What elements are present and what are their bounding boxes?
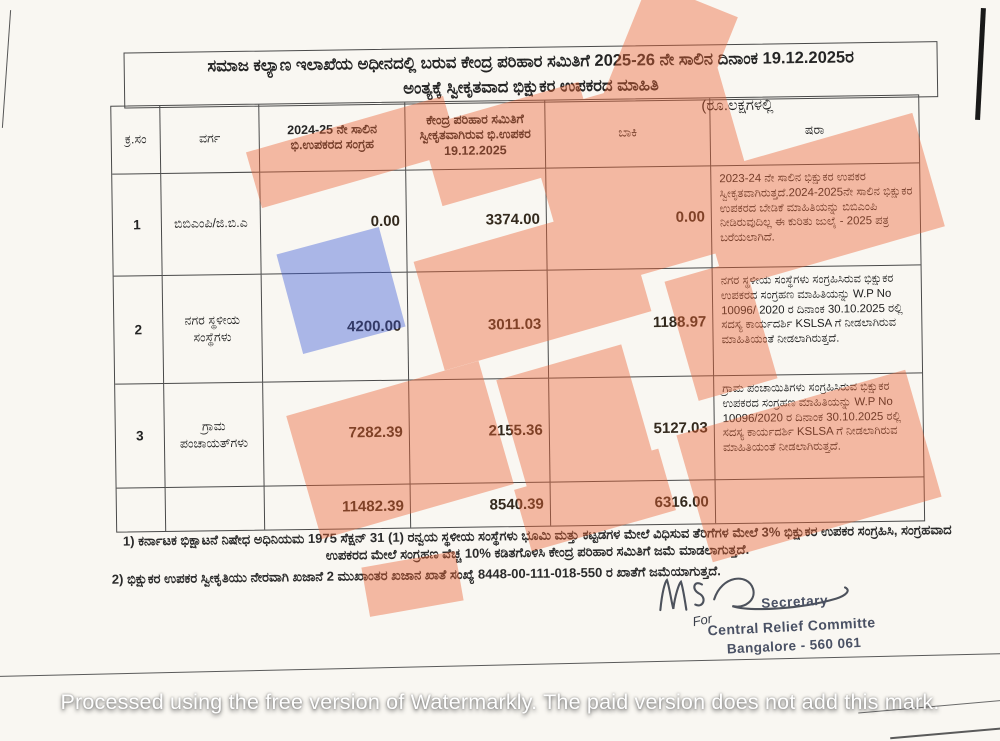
header-received-label: ಕೇಂದ್ರ ಪರಿಹಾರ ಸಮಿತಿಗೆ ಸ್ವೀಕೃತವಾಗಿರುವ ಭಿ.ಉಪಕರ [419,111,531,143]
row2-balance: 1188.97 [548,268,714,378]
row1-collection: 0.00 [260,171,407,275]
header-remarks: ಷರಾ [710,95,919,166]
row3-received: 2155.36 [409,379,550,485]
row2-category: ನಗರ ಸ್ಥಳೀಯ ಸಂಸ್ಥೆಗಳು [163,275,263,384]
total-category-empty [166,487,266,531]
row3-balance: 5127.03 [549,376,715,482]
total-remarks-empty [716,477,925,523]
total-collection: 11482.39 [265,485,412,530]
row1-balance: 0.00 [546,166,712,270]
header-received [405,101,546,171]
total-balance: 6316.00 [551,480,717,525]
row2-received: 3011.03 [408,271,549,381]
row2-sl: 2 [114,276,165,385]
stamp-organization: Central Relief Committe [707,614,876,639]
header-category: ವರ್ಗ [160,105,260,174]
header-balance: ಬಾಕಿ [545,98,711,168]
header-received-date: 19.12.2025 [444,143,507,159]
row3-remarks: ಗ್ರಾಮ ಪಂಚಾಯಿತಿಗಳು ಸಂಗ್ರಹಿಸಿರುವ ಭಿಕ್ಷುಕರ ಉಪಕರದ ಸಂಗ್ರಹಣ ಮಾಹಿತಿಯನ್ನು W.P No 10096/2020 ರ ದಿನಾಂಕ 30.10.2025 ರಲ್ಲಿ ಸದಸ್ಯ ಕಾರ್ಯದರ್ಶಿ KSLSA ಗೆ ನೀಡಲಾಗಿರುವ ಮಾಹಿತಿಯಂತೆ ನೀಡಲಾಗಿರುತ್ತದೆ. [714,373,923,480]
header-collection: 2024-25 ನೇ ಸಾಲಿನ ಭಿ.ಉಪಕರದ ಸಂಗ್ರಹ [259,103,406,173]
footnote-1: 1) ಕರ್ನಾಟಕ ಭಿಕ್ಷಾಟನೆ ನಿಷೇಧ ಅಧಿನಿಯಮ 1975 ಸೆಕ್ಷನ್ 31 (1) ರನ್ವಯ ಸ್ಥಳೀಯ ಸಂಸ್ಥೆಗಳು ಭೂಮಿ ಮತ್ತು ಕಟ್ಟಡಗಳ ಮೇಲೆ ವಿಧಿಸುವ ತೆರಿಗೆಗಳ ಮೇಲೆ 3% ಭಿಕ್ಷುಕರ ಉಪಕರ ಸಂಗ್ರಹಿಸಿ, ಸಂಗ್ರಹವಾದ ಉಪಕರದ ಮೇಲೆ ಸಂಗ್ರಹಣ ವೆಚ್ಚ 10% ಕಡಿತಗೊಳಿಸಿ ಕೇಂದ್ರ ಪರಿಹಾರ ಸಮಿತಿಗೆ ಜಮೆ ಮಾಡಲಾಗುತ್ತದೆ. [122,521,952,563]
unit-note: (ರೂ.ಲಕ್ಷಗಳಲ್ಲಿ [701,96,774,115]
row1-remarks: 2023-24 ನೇ ಸಾಲಿನ ಭಿಕ್ಷುಕರ ಉಪಕರ ಸ್ವೀಕೃತವಾಗಿರುತ್ತದೆ.2024-2025ನೇ ಸಾಲಿನ ಭಿಕ್ಷುಕರ ಉಪಕರದ ಬೇಡಿಕೆ ಮಾಹಿತಿಯನ್ನು ಬಿಬಿಎಂಪಿ ನೀಡಿರುವುದಿಲ್ಲ ಈ ಕುರಿತು ಜುಲೈ - 2025 ಪತ್ರ ಬರೆಯಲಾಗಿದೆ. [711,163,920,268]
row3-collection: 7282.39 [263,381,410,487]
row3-category: ಗ್ರಾಮ ಪಂಚಾಯತ್‌ಗಳು [164,383,264,488]
document-title-line1: ಸಮಾಜ ಕಲ್ಯಾಣ ಇಲಾಖೆಯ ಅಧೀನದಲ್ಲಿ ಬರುವ ಕೇಂದ್ರ ಪರಿಹಾರ ಸಮಿತಿಗೆ 2025-26 ನೇ ಸಾಲಿನ ದಿನಾಂಕ 19.12.2025ರ [207,48,855,76]
header-sl-no: ಕ್ರ.ಸಂ [111,106,161,175]
total-received: 8540.39 [411,483,552,528]
beggary-cess-table [110,94,925,532]
row1-category: ಬಿಬಿಎಂಪಿ/ಜಿ.ಬಿ.ಎ [161,173,261,276]
row1-sl: 1 [112,174,162,277]
watermarkly-caption: Processed using the free version of Watermarkly. The paid version does not add this mark. [60,690,940,714]
handwritten-for: For [691,610,714,630]
stamp-city: Bangalore - 560 061 [726,634,862,657]
footnote-2: 2) ಭಿಕ್ಷುಕರ ಉಪಕರ ಸ್ವೀಕೃತಿಯು ನೇರವಾಗಿ ಖಜಾನೆ 2 ಮುಖಾಂತರ ಖಜಾನ ಖಾತೆ ಸಂಖ್ಯೆ 8448-00-111-018-550 ರ ಖಾತೆಗೆ ಜಮೆಯಾಗುತ್ತದೆ. [111,563,721,588]
row2-remarks: ನಗರ ಸ್ಥಳೀಯ ಸಂಸ್ಥೆಗಳು ಸಂಗ್ರಹಿಸಿರುವ ಭಿಕ್ಷುಕರ ಉಪಕರದ ಸಂಗ್ರಹಣ ಮಾಹಿತಿಯನ್ನು W.P No 10096/ 2020 ರ ದಿನಾಂಕ 30.10.2025 ರಲ್ಲಿ ಸದಸ್ಯ ಕಾರ್ಯದರ್ಶಿ KSLSA ಗೆ ನೀಡಲಾಗಿರುವ ಮಾಹಿತಿಯಂತೆ ನೀಡಲಾಗಿರುತ್ತದೆ. [713,265,922,376]
document-title-line2: ಅಂತ್ಯಕ್ಕೆ ಸ್ವೀಕೃತವಾದ ಭಿಕ್ಷುಕರ ಉಪಕರದ ಮಾಹಿತಿ [403,76,659,98]
total-sl-empty [117,488,167,532]
row2-collection: 4200.00 [262,273,409,383]
row3-sl: 3 [115,384,165,489]
stamp-designation: Secretary [760,592,829,611]
row1-received: 3374.00 [406,169,547,273]
